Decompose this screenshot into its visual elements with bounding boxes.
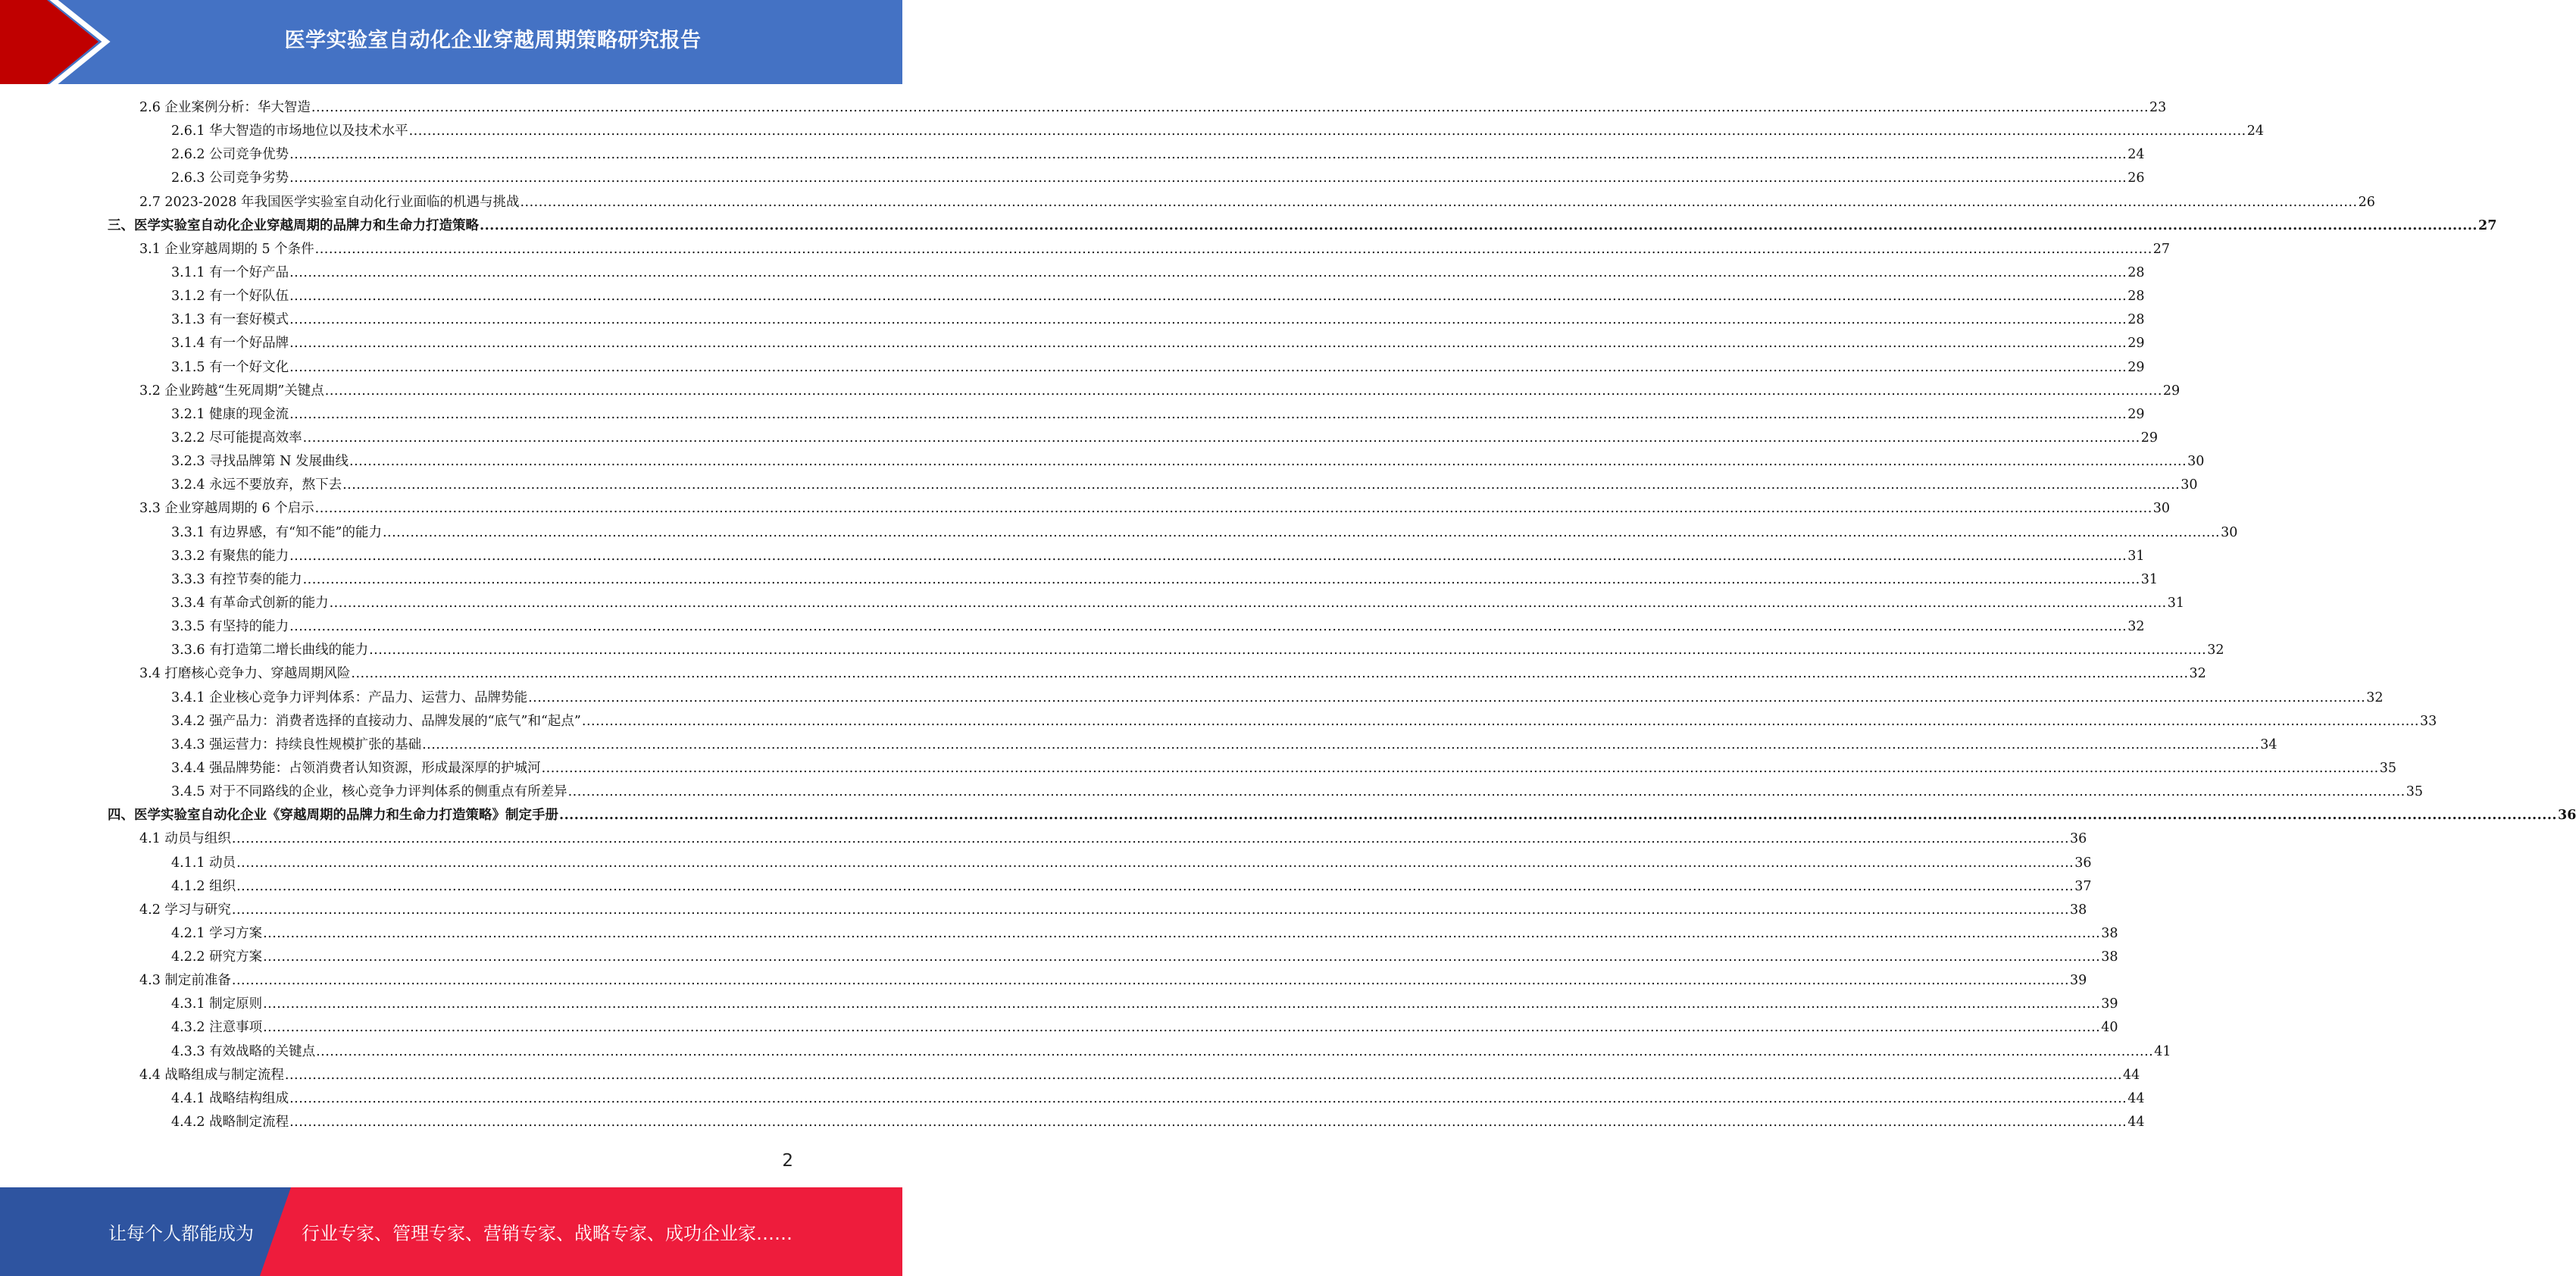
toc-entry[interactable]	[108, 733, 2277, 757]
toc-entry-label: 3.4.4 强品牌势能：占领消费者认知资源，形成最深厚的护城河	[171, 760, 541, 776]
toc-entry-page: 32	[2207, 643, 2224, 658]
toc-entry[interactable]	[108, 474, 2198, 497]
toc-entry-page: 29	[2127, 359, 2145, 375]
toc-entry-page: 31	[2140, 571, 2158, 587]
toc-entry-page: 35	[2406, 784, 2423, 800]
toc-dot-leader: ................................................................................................................................................................................................................................................................................................................................................................................................................	[289, 264, 2127, 280]
toc-entry-label: 3.1 企业穿越周期的 5 个条件	[139, 241, 314, 257]
document-title: 医学实验室自动化企业穿越周期策略研究报告	[284, 28, 702, 52]
toc-entry-page: 39	[2070, 973, 2087, 989]
toc-entry-page: 29	[2127, 336, 2145, 352]
toc-entry-page: 36	[2070, 831, 2087, 847]
toc-entry-page: 31	[2167, 595, 2184, 611]
toc-entry-label: 3.4.1 企业核心竞争力评判体系：产品力、运营力、品牌势能	[171, 690, 528, 705]
toc-entry-label: 3.4.2 强产品力：消费者选择的直接动力、品牌发展的“底气”和“起点”	[171, 713, 581, 729]
toc-entry[interactable]	[108, 922, 2118, 946]
toc-entry-label: 4.2.1 学习方案	[171, 925, 263, 941]
toc-dot-leader: ................................................................................................................................................................................................................................................................................................................................................................................................................	[289, 406, 2127, 422]
toc-dot-leader: ................................................................................................................................................................................................................................................................................................................................................................................................................	[316, 1043, 2154, 1059]
toc-entry-label: 4.4.2 战略制定流程	[171, 1115, 289, 1131]
toc-entry-page: 29	[2140, 430, 2158, 446]
toc-entry[interactable]	[108, 804, 2576, 827]
toc-entry-page: 30	[2221, 524, 2238, 540]
toc-entry-label: 3.4 打磨核心竞争力、穿越周期风险	[139, 666, 351, 682]
toc-entry[interactable]	[108, 827, 2087, 851]
toc-dot-leader: ................................................................................................................................................................................................................................................................................................................................................................................................................	[382, 524, 2221, 540]
toc-entry-page: 28	[2127, 312, 2145, 328]
toc-entry[interactable]	[108, 780, 2423, 804]
toc-entry-page: 38	[2101, 949, 2118, 965]
toc-entry-page: 35	[2379, 760, 2396, 776]
toc-entry-label: 3.1.1 有一个好产品	[171, 264, 289, 280]
toc-dot-leader: ................................................................................................................................................................................................................................................................................................................................................................................................................	[236, 878, 2074, 894]
toc-entry[interactable]	[108, 332, 2145, 355]
toc-entry-label: 4.3.1 制定原则	[171, 996, 263, 1012]
toc-dot-leader: ................................................................................................................................................................................................................................................................................................................................................................................................................	[289, 170, 2127, 186]
toc-entry[interactable]	[108, 285, 2145, 308]
toc-entry-label: 4.3.2 注意事项	[171, 1020, 263, 1036]
toc-entry-page: 30	[2152, 501, 2171, 517]
toc-entry-page: 32	[2127, 619, 2145, 635]
toc-entry-label: 3.3.4 有革命式创新的能力	[171, 595, 329, 611]
toc-entry[interactable]	[108, 214, 2497, 238]
toc-entry-label: 4.4 战略组成与制定流程	[139, 1067, 284, 1083]
toc-entry-label: 3.4.3 强运营力：持续良性规模扩张的基础	[171, 737, 422, 752]
toc-entry-page: 44	[2123, 1067, 2140, 1083]
toc-entry-page: 32	[2189, 666, 2206, 682]
toc-entry[interactable]	[108, 615, 2145, 639]
toc-entry-page: 24	[2246, 124, 2264, 139]
toc-entry-label: 3.1.5 有一个好文化	[171, 359, 289, 375]
toc-entry-page: 23	[2149, 100, 2167, 115]
toc-entry[interactable]	[108, 120, 2264, 143]
toc-entry-label: 3.2 企业跨越“生死周期”关键点	[139, 383, 324, 399]
toc-entry[interactable]	[108, 1111, 2145, 1134]
toc-entry-page: 26	[2358, 194, 2375, 210]
toc-entry[interactable]	[108, 238, 2171, 261]
toc-entry-page: 38	[2101, 925, 2118, 941]
toc-dot-leader: ................................................................................................................................................................................................................................................................................................................................................................................................................	[289, 359, 2127, 375]
toc-entry[interactable]	[108, 167, 2145, 190]
toc-entry-label: 4.4.1 战略结构组成	[171, 1090, 289, 1106]
toc-entry[interactable]	[108, 875, 2092, 899]
toc-entry[interactable]	[108, 545, 2145, 568]
toc-dot-leader: ................................................................................................................................................................................................................................................................................................................................................................................................................	[263, 925, 2101, 941]
toc-dot-leader: ................................................................................................................................................................................................................................................................................................................................................................................................................	[314, 501, 2152, 517]
toc-entry[interactable]	[108, 356, 2145, 380]
toc-entry-page: 32	[2366, 690, 2384, 705]
toc-dot-leader: ................................................................................................................................................................................................................................................................................................................................................................................................................	[349, 454, 2187, 470]
toc-entry[interactable]	[108, 450, 2205, 474]
toc-dot-leader: ................................................................................................................................................................................................................................................................................................................................................................................................................	[284, 1067, 2123, 1083]
toc-entry-page: 30	[2187, 454, 2205, 470]
toc-entry-label: 2.6.2 公司竞争优势	[171, 147, 289, 163]
toc-dot-leader: ................................................................................................................................................................................................................................................................................................................................................................................................................	[263, 949, 2101, 965]
toc-entry-page: 38	[2070, 902, 2087, 918]
toc-dot-leader: ................................................................................................................................................................................................................................................................................................................................................................................................................	[342, 477, 2181, 493]
toc-entry-label: 四、医学实验室自动化企业《穿越周期的品牌力和生命力打造策略》制定手册	[108, 808, 558, 824]
toc-entry-label: 3.1.3 有一套好模式	[171, 312, 289, 328]
toc-entry-label: 2.6.1 华大智造的市场地位以及技术水平	[171, 124, 408, 139]
toc-entry-page: 36	[2074, 855, 2092, 871]
toc-dot-leader: ................................................................................................................................................................................................................................................................................................................................................................................................................	[528, 690, 2366, 705]
toc-dot-leader: ................................................................................................................................................................................................................................................................................................................................................................................................................	[289, 548, 2127, 564]
toc-entry-page: 44	[2127, 1115, 2145, 1131]
toc-dot-leader: ................................................................................................................................................................................................................................................................................................................................................................................................................	[231, 831, 2070, 847]
toc-entry-label: 4.1.2 组织	[171, 878, 236, 894]
toc-dot-leader: ................................................................................................................................................................................................................................................................................................................................................................................................................	[559, 808, 2558, 824]
toc-entry-page: 27	[2152, 241, 2171, 257]
toc-entry-page: 33	[2419, 713, 2437, 729]
toc-entry-label: 4.3 制定前准备	[139, 973, 231, 989]
toc-dot-leader: ................................................................................................................................................................................................................................................................................................................................................................................................................	[236, 855, 2074, 871]
toc-entry[interactable]	[108, 1087, 2145, 1111]
toc-entry-label: 3.3.5 有坚持的能力	[171, 619, 289, 635]
toc-entry[interactable]	[108, 662, 2206, 686]
toc-entry[interactable]	[108, 946, 2118, 969]
toc-entry[interactable]	[108, 899, 2087, 922]
toc-entry[interactable]	[108, 143, 2145, 167]
footer-slogan-left: 让每个人都能成为	[108, 1223, 254, 1244]
toc-entry-label: 4.1.1 动员	[171, 855, 236, 871]
toc-entry-page: 29	[2162, 383, 2181, 399]
toc-entry-label: 3.3.1 有边界感，有“知不能”的能力	[171, 524, 382, 540]
toc-dot-leader: ................................................................................................................................................................................................................................................................................................................................................................................................................	[289, 1090, 2127, 1106]
toc-entry[interactable]	[108, 639, 2224, 662]
toc-entry[interactable]	[108, 261, 2145, 285]
toc-entry[interactable]	[108, 710, 2437, 733]
toc-dot-leader: ................................................................................................................................................................................................................................................................................................................................................................................................................	[567, 784, 2406, 800]
toc-entry[interactable]	[108, 969, 2087, 993]
toc-entry-page: 28	[2127, 289, 2145, 305]
toc-dot-leader: ................................................................................................................................................................................................................................................................................................................................................................................................................	[231, 902, 2070, 918]
toc-dot-leader: ................................................................................................................................................................................................................................................................................................................................................................................................................	[311, 100, 2149, 115]
toc-dot-leader: ................................................................................................................................................................................................................................................................................................................................................................................................................	[231, 973, 2070, 989]
toc-entry-label: 3.2.1 健康的现金流	[171, 406, 289, 422]
toc-entry-page: 44	[2127, 1090, 2145, 1106]
toc-dot-leader: ................................................................................................................................................................................................................................................................................................................................................................................................................	[541, 760, 2379, 776]
toc-entry-label: 4.1 动员与组织	[139, 831, 231, 847]
toc-dot-leader: ................................................................................................................................................................................................................................................................................................................................................................................................................	[369, 643, 2207, 658]
toc-dot-leader: ................................................................................................................................................................................................................................................................................................................................................................................................................	[289, 147, 2127, 163]
toc-entry-label: 3.1.4 有一个好品牌	[171, 336, 289, 352]
toc-entry-label: 3.2.4 永远不要放弃，熬下去	[171, 477, 342, 493]
toc-entry[interactable]	[108, 993, 2118, 1016]
toc-entry-page: 28	[2127, 264, 2145, 280]
toc-dot-leader: ................................................................................................................................................................................................................................................................................................................................................................................................................	[263, 1020, 2101, 1036]
toc-entry[interactable]	[108, 686, 2384, 710]
toc-dot-leader: ................................................................................................................................................................................................................................................................................................................................................................................................................	[408, 124, 2246, 139]
toc-entry-label: 三、医学实验室自动化企业穿越周期的品牌力和生命力打造策略	[108, 217, 479, 233]
toc-entry-label: 4.2.2 研究方案	[171, 949, 263, 965]
toc-entry-label: 3.3.6 有打造第二增长曲线的能力	[171, 643, 369, 658]
toc-entry-page: 34	[2260, 737, 2277, 752]
page-footer	[0, 1187, 902, 1276]
header-arrow-decoration	[0, 0, 121, 84]
toc-entry[interactable]	[108, 1040, 2171, 1064]
toc-entry[interactable]	[108, 497, 2171, 521]
toc-dot-leader: ................................................................................................................................................................................................................................................................................................................................................................................................................	[302, 571, 2140, 587]
toc-entry[interactable]	[108, 521, 2238, 545]
toc-entry-label: 4.2 学习与研究	[139, 902, 231, 918]
toc-entry-page: 41	[2154, 1043, 2171, 1059]
toc-dot-leader: ................................................................................................................................................................................................................................................................................................................................................................................................................	[314, 241, 2152, 257]
toc-dot-leader: ................................................................................................................................................................................................................................................................................................................................................................................................................	[289, 619, 2127, 635]
toc-entry[interactable]	[108, 96, 2167, 120]
toc-entry[interactable]	[108, 592, 2184, 615]
toc-entry-label: 2.6.3 公司竞争劣势	[171, 170, 289, 186]
toc-entry[interactable]	[108, 308, 2145, 332]
table-of-contents	[108, 96, 2576, 1134]
toc-entry-page: 37	[2074, 878, 2092, 894]
toc-entry[interactable]	[108, 403, 2145, 427]
toc-entry-page: 31	[2127, 548, 2145, 564]
toc-dot-leader: ................................................................................................................................................................................................................................................................................................................................................................................................................	[289, 336, 2127, 352]
toc-entry-label: 2.7 2023-2028 年我国医学实验室自动化行业面临的机遇与挑战	[139, 194, 520, 210]
toc-entry[interactable]	[108, 427, 2158, 450]
toc-dot-leader: ................................................................................................................................................................................................................................................................................................................................................................................................................	[289, 1115, 2127, 1131]
toc-entry[interactable]	[108, 1016, 2118, 1040]
toc-entry-page: 29	[2127, 406, 2145, 422]
toc-entry[interactable]	[108, 568, 2158, 592]
toc-entry-page: 26	[2127, 170, 2145, 186]
toc-dot-leader: ................................................................................................................................................................................................................................................................................................................................................................................................................	[289, 289, 2127, 305]
toc-entry[interactable]	[108, 1064, 2140, 1087]
toc-entry-label: 3.4.5 对于不同路线的企业，核心竞争力评判体系的侧重点有所差异	[171, 784, 567, 800]
toc-entry-page: 39	[2101, 996, 2118, 1012]
toc-entry-label: 2.6 企业案例分析：华大智造	[139, 100, 311, 115]
toc-dot-leader: ................................................................................................................................................................................................................................................................................................................................................................................................................	[302, 430, 2140, 446]
toc-entry-label: 3.3 企业穿越周期的 6 个启示	[139, 501, 314, 517]
toc-dot-leader: ................................................................................................................................................................................................................................................................................................................................................................................................................	[263, 996, 2101, 1012]
toc-entry-label: 3.3.2 有聚焦的能力	[171, 548, 289, 564]
toc-entry-page: 30	[2181, 477, 2198, 493]
footer-slogan-right: 行业专家、管理专家、营销专家、战略专家、成功企业家……	[302, 1223, 792, 1244]
toc-dot-leader: ................................................................................................................................................................................................................................................................................................................................................................................................................	[422, 737, 2260, 752]
page-number: 2	[782, 1151, 793, 1171]
toc-dot-leader: ................................................................................................................................................................................................................................................................................................................................................................................................................	[480, 217, 2478, 233]
toc-entry-label: 3.2.3 寻找品牌第 N 发展曲线	[171, 454, 349, 470]
toc-dot-leader: ................................................................................................................................................................................................................................................................................................................................................................................................................	[520, 194, 2358, 210]
toc-entry-page: 24	[2127, 147, 2145, 163]
toc-entry-page: 40	[2101, 1020, 2118, 1036]
toc-entry-page: 36	[2558, 808, 2576, 824]
toc-entry[interactable]	[108, 757, 2396, 780]
toc-dot-leader: ................................................................................................................................................................................................................................................................................................................................................................................................................	[351, 666, 2189, 682]
toc-entry-page: 27	[2478, 217, 2497, 233]
page-header	[0, 0, 902, 84]
toc-entry-label: 3.3.3 有控节奏的能力	[171, 571, 302, 587]
toc-dot-leader: ................................................................................................................................................................................................................................................................................................................................................................................................................	[581, 713, 2419, 729]
header-arrow-red	[0, 0, 98, 84]
toc-entry-label: 3.2.2 尽可能提高效率	[171, 430, 302, 446]
toc-dot-leader: ................................................................................................................................................................................................................................................................................................................................................................................................................	[289, 312, 2127, 328]
toc-entry[interactable]	[108, 191, 2375, 214]
toc-entry-label: 4.3.3 有效战略的关键点	[171, 1043, 316, 1059]
toc-dot-leader: ................................................................................................................................................................................................................................................................................................................................................................................................................	[329, 595, 2167, 611]
toc-dot-leader: ................................................................................................................................................................................................................................................................................................................................................................................................................	[324, 383, 2162, 399]
toc-entry-label: 3.1.2 有一个好队伍	[171, 289, 289, 305]
toc-entry[interactable]	[108, 852, 2092, 875]
toc-entry[interactable]	[108, 380, 2181, 403]
